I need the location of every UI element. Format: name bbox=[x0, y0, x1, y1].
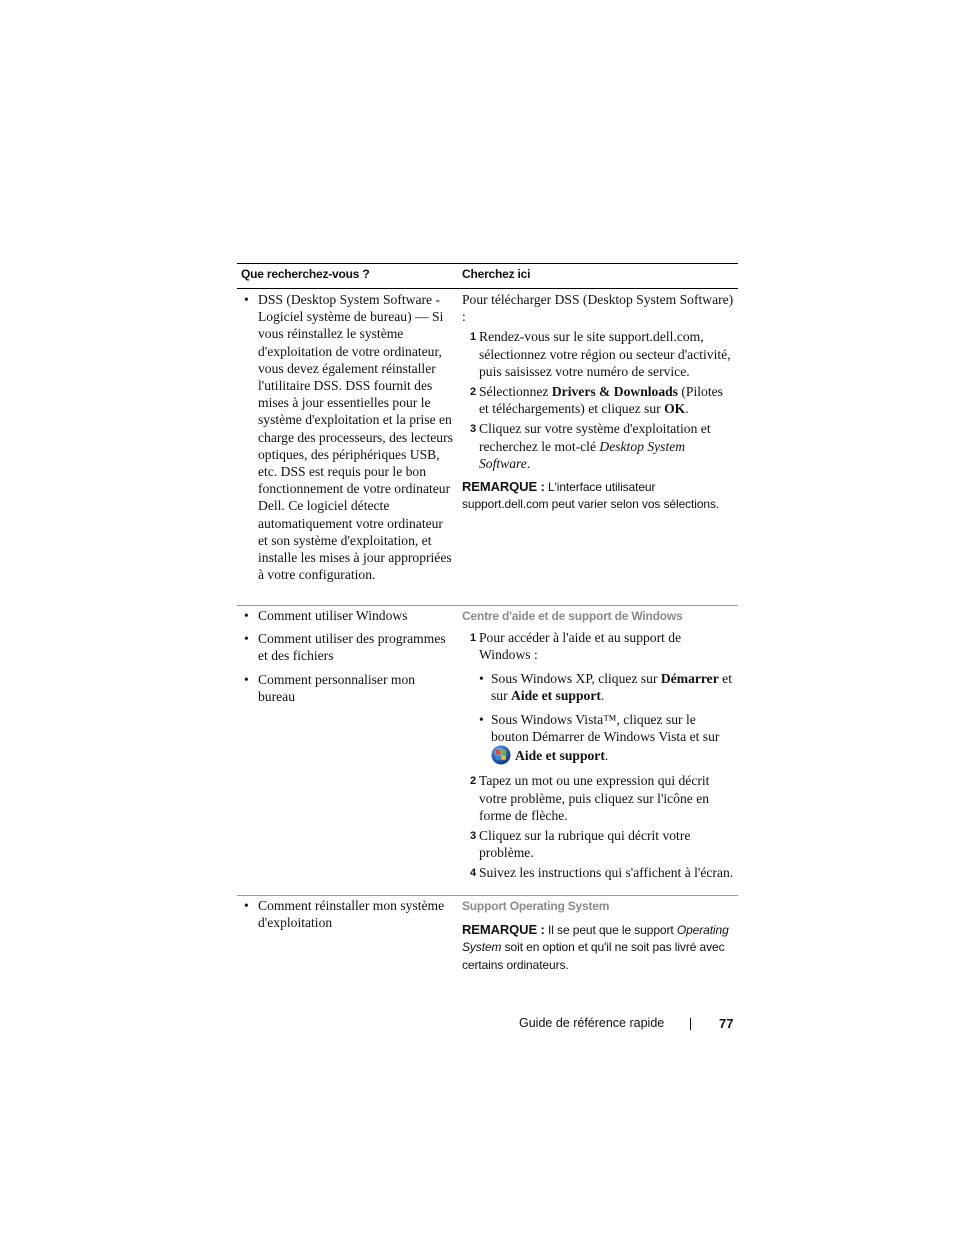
step-item: 1 Rendez-vous sur le site support.dell.com, sélectionnez votre région ou secteur d'activité, puis saisissez votre numéro de service. bbox=[470, 329, 731, 379]
sub-item: • Sous Windows Vista™, cliquez sur le bouton Démarrer de Windows Vista et sur Aide et support. bbox=[479, 711, 734, 765]
page-number: 77 bbox=[719, 1016, 734, 1031]
list-item: • DSS (Desktop System Software - Logiciel système de bureau) — Si vous réinstallez le système d'exploitation de votre ordinateur, vous devez également réinstaller l'utilitaire DSS. DSS fournit des mises à jour essentielles pour le système d'exploitation et la prise en charge des processeurs, des lecteurs optiques, des périphériques USB, etc. DSS est requis pour le bon fonctionnement de votre ordinateur Dell. Ce logiciel détecte automatiquement votre ordinateur et son système d'exploitation, et installe les mises à jour appropriées à votre configuration. bbox=[241, 291, 455, 583]
section-title-os: Support Operating System bbox=[462, 899, 610, 913]
header-bottom-rule bbox=[237, 288, 738, 289]
column-header-question: Que recherchez-vous ? bbox=[241, 267, 370, 281]
row2-right-cell bbox=[462, 608, 734, 885]
list-item: • Comment utiliser des programmes et des fichiers bbox=[241, 630, 455, 664]
windows-vista-start-icon bbox=[491, 745, 511, 765]
list-item: • Comment utiliser Windows bbox=[241, 607, 455, 624]
list-item: • Comment personnaliser mon bureau bbox=[241, 671, 455, 705]
row2-left-cell bbox=[241, 607, 455, 711]
note-dss: REMARQUE : L'interface utilisateur support.dell.com peut varier selon vos sélections. bbox=[462, 479, 720, 512]
step-item: 2 Sélectionnez Drivers & Downloads (Pilotes et téléchargements) et cliquez sur OK. bbox=[470, 384, 723, 417]
dss-intro: Pour télécharger DSS (Desktop System Software) : bbox=[462, 292, 734, 325]
note-os: REMARQUE : Il se peut que le support Operating System soit en option et qu'il ne soit pas livré avec certains ordinateurs. bbox=[462, 922, 729, 972]
step-item: 4 Suivez les instructions qui s'affichent à l'écran. bbox=[470, 865, 734, 881]
table-top-rule bbox=[237, 263, 738, 264]
support-link[interactable]: support.dell.com bbox=[608, 329, 701, 345]
footer-separator bbox=[690, 1018, 691, 1030]
sub-item: • Sous Windows XP, cliquez sur Démarrer et sur Aide et support. bbox=[479, 670, 734, 704]
list-item: • Comment réinstaller mon système d'exploitation bbox=[241, 897, 455, 931]
footer-guide-title: Guide de référence rapide bbox=[519, 1016, 665, 1030]
row1-left-cell bbox=[241, 291, 455, 589]
step-item: 1 Pour accéder à l'aide et au support de Windows : • Sous Windows XP, cliquez sur Démarrer et sur Aide et support. • Sous Windows Vista™, cliquez sur le bouton Démarrer de Windows Vista et sur Aide et support. bbox=[462, 629, 734, 765]
column-header-where: Cherchez ici bbox=[462, 267, 531, 281]
step-item: 3 Cliquez sur votre système d'exploitation et recherchez le mot-clé Desktop System Software. bbox=[470, 421, 711, 471]
step-item: 3 Cliquez sur la rubrique qui décrit votre problème. bbox=[470, 828, 691, 861]
row3-left-cell bbox=[241, 897, 455, 937]
step-item: 2 Tapez un mot ou une expression qui décrit votre problème, puis cliquez sur l'icône en forme de flèche. bbox=[470, 773, 710, 823]
row3-right-cell bbox=[462, 898, 734, 974]
section-title-help: Centre d'aide et de support de Windows bbox=[462, 609, 683, 623]
row2-bottom-rule bbox=[237, 895, 738, 896]
row1-right-cell bbox=[462, 291, 734, 513]
row1-bottom-rule bbox=[237, 605, 738, 606]
